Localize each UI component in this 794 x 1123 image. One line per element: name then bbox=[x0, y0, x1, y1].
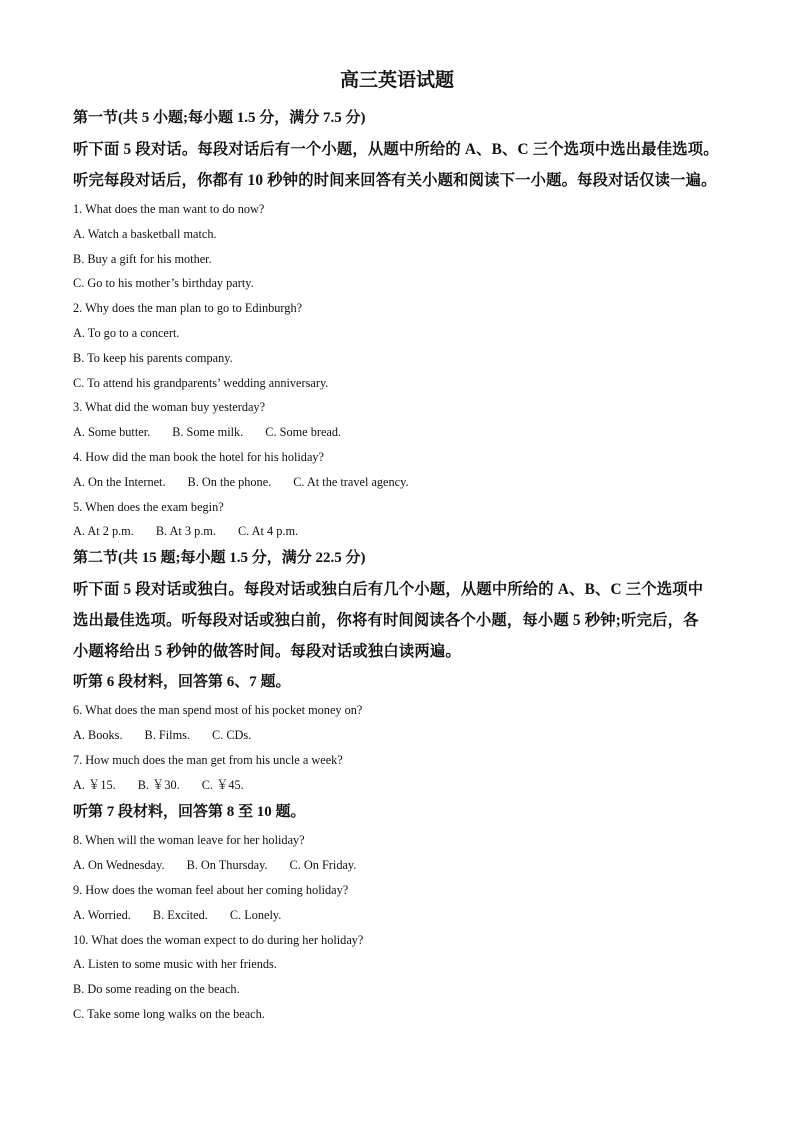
question-9-option-b: B. Excited. bbox=[152, 907, 208, 922]
section-2-instruction-line: 选出最佳选项。听每段对话或独白前，你将有时间阅读各个小题，每小题 5 秒钟;听完后，各 bbox=[73, 612, 699, 630]
section-2-instruction-line: 听下面 5 段对话或独白。每段对话或独白后有几个小题，从题中所给的 A、B、C 三个选项中 bbox=[73, 581, 704, 599]
question-2-option-b: B. To keep his parents company. bbox=[73, 350, 233, 365]
question-7-option-b: B. ￥30. bbox=[137, 777, 180, 792]
section-1-instruction-line: 听完每段对话后，你都有 10 秒钟的时间来回答有关小题和阅读下一小题。每段对话仅读一遍。 bbox=[73, 172, 717, 189]
question-6-stem: 6. What does the man spend most of his pocket money on? bbox=[73, 703, 363, 718]
question-10-option-a: A. Listen to some music with her friends. bbox=[73, 957, 277, 972]
question-6-options bbox=[73, 723, 733, 748]
question-1-stem: 1. What does the man want to do now? bbox=[73, 202, 265, 216]
question-9-stem: 9. How does the woman feel about her coming holiday? bbox=[73, 882, 349, 897]
question-7-stem: 7. How much does the man get from his uncle a week? bbox=[73, 752, 343, 767]
question-9-option-a: A. Worried. bbox=[73, 907, 131, 922]
section-2-instruction-line: 小题将给出 5 秒钟的做答时间。每段对话或独白读两遍。 bbox=[73, 643, 461, 661]
question-8-stem: 8. When will the woman leave for her holiday? bbox=[73, 833, 305, 848]
question-8-option-c: C. On Friday. bbox=[289, 858, 357, 873]
section-2-heading: 第二节(共 15 题;每小题 1.5 分，满分 22.5 分) bbox=[73, 550, 366, 567]
section-1-instruction-line: 听下面 5 段对话。每段对话后有一个小题，从题中所给的 A、B、C 三个选项中选出最佳选项。 bbox=[73, 141, 719, 158]
part-6-heading: 听第 6 段材料，回答第 6、7 题。 bbox=[73, 674, 291, 691]
question-2-stem: 2. Why does the man plan to go to Edinburgh? bbox=[73, 301, 303, 316]
part-7-heading: 听第 7 段材料，回答第 8 至 10 题。 bbox=[73, 804, 306, 821]
question-8-options bbox=[73, 853, 733, 878]
question-4-option-c: C. At the travel agency. bbox=[293, 474, 409, 489]
question-6-option-a: A. Books. bbox=[73, 727, 123, 742]
question-2-option-a: A. To go to a concert. bbox=[73, 325, 180, 340]
question-5-stem: 5. When does the exam begin? bbox=[73, 499, 224, 514]
question-7-options bbox=[73, 773, 733, 798]
question-7-option-a: A. ￥15. bbox=[73, 777, 116, 792]
question-10-option-b: B. Do some reading on the beach. bbox=[73, 982, 240, 997]
question-10-stem: 10. What does the woman expect to do during her holiday? bbox=[73, 932, 364, 947]
question-4-option-b: B. On the phone. bbox=[187, 474, 272, 489]
question-4-options bbox=[73, 470, 733, 495]
question-9-option-c: C. Lonely. bbox=[229, 907, 282, 922]
page-title: 高三英语试题 bbox=[339, 70, 454, 91]
section-1-heading: 第一节(共 5 小题;每小题 1.5 分，满分 7.5 分) bbox=[73, 110, 366, 126]
question-4-stem: 4. How did the man book the hotel for his holiday? bbox=[73, 449, 325, 464]
question-6-option-b: B. Films. bbox=[144, 727, 190, 742]
question-3-options bbox=[73, 420, 733, 445]
question-8-option-a: A. On Wednesday. bbox=[73, 858, 165, 873]
question-8-option-b: B. On Thursday. bbox=[186, 858, 268, 873]
question-1-option-c: C. Go to his mother’s birthday party. bbox=[73, 276, 254, 291]
question-5-options bbox=[73, 519, 733, 544]
question-3-stem: 3. What did the woman buy yesterday? bbox=[73, 400, 266, 415]
document-body bbox=[73, 106, 733, 1027]
question-4-option-a: A. On the Internet. bbox=[73, 474, 166, 489]
question-5-option-c: C. At 4 p.m. bbox=[237, 524, 299, 539]
question-7-option-c: C. ￥45. bbox=[201, 777, 244, 792]
question-5-option-a: A. At 2 p.m. bbox=[73, 524, 134, 539]
question-3-option-a: A. Some butter. bbox=[73, 425, 151, 440]
question-6-option-c: C. CDs. bbox=[212, 727, 252, 742]
question-3-option-c: C. Some bread. bbox=[265, 425, 342, 440]
question-1-option-a: A. Watch a basketball match. bbox=[73, 226, 217, 241]
question-2-option-c: C. To attend his grandparents’ wedding anniversary. bbox=[73, 375, 329, 390]
question-9-options bbox=[73, 903, 733, 928]
question-1-option-b: B. Buy a gift for his mother. bbox=[73, 251, 212, 266]
question-3-option-b: B. Some milk. bbox=[172, 425, 244, 440]
question-5-option-b: B. At 3 p.m. bbox=[155, 524, 216, 539]
question-10-option-c: C. Take some long walks on the beach. bbox=[73, 1006, 265, 1021]
